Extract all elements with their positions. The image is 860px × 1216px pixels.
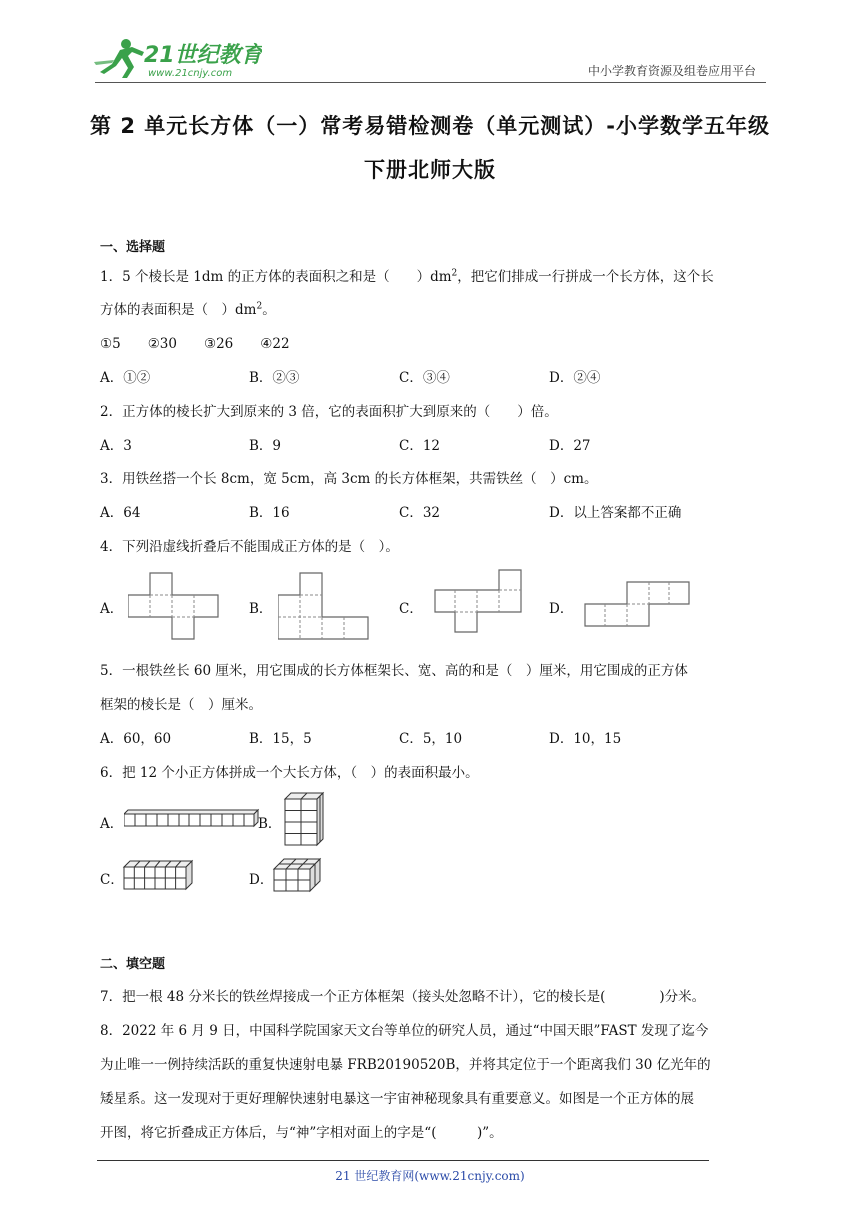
- q6-option-b: B．: [258, 816, 282, 832]
- q1-option-c: C．③④: [399, 370, 450, 386]
- logo-url: www.21cnjy.com: [148, 68, 233, 79]
- page-title-line1: 第 2 单元长方体（一）常考易错检测卷（单元测试）-小学数学五年级: [90, 114, 770, 138]
- q6-option-d: D．: [249, 872, 274, 888]
- q4-option-b: B．: [249, 601, 273, 617]
- q6-option-a: A．: [100, 816, 124, 832]
- cube-net-figure-d: [583, 580, 691, 628]
- question-8-line4: 开图，将它折叠成正方体后，与“神”字相对面上的字是“( )”。: [100, 1125, 503, 1141]
- q3-option-d: D．以上答案都不正确: [549, 505, 682, 521]
- q1-sup-a: 2: [451, 268, 458, 279]
- cube-net-figure-b: [278, 571, 370, 641]
- question-8-line3: 矮星系。这一发现对于更好理解快速射电暴这一宇宙神秘现象具有重要意义。如图是一个正方体的展: [100, 1091, 694, 1107]
- q6-option-c: C．: [100, 872, 124, 888]
- q1-text-d: 。: [262, 302, 276, 318]
- question-5-line2: 框架的棱长是（ ）厘米。: [100, 697, 262, 713]
- q1-text-b: ，把它们排成一行拼成一个长方体，这个长: [457, 269, 714, 285]
- question-2: 2．正方体的棱长扩大到原来的 3 倍，它的表面积扩大到原来的（ ）倍。: [100, 404, 558, 420]
- blocks-figure-c: [122, 859, 194, 891]
- q2-option-c: C．12: [399, 438, 441, 454]
- header-divider: [95, 82, 766, 83]
- footer-divider: [97, 1160, 709, 1161]
- section-heading-fill: 二、填空题: [100, 957, 166, 972]
- question-5-line1: 5．一根铁丝长 60 厘米，用它围成的长方体框架长、宽、高的和是（ ）厘米，用它围成的正方体: [100, 663, 688, 679]
- question-8-line2: 为止唯一一例持续活跃的重复快速射电暴 FRB20190520B，并将其定位于一个距离我们 30 亿光年的: [100, 1057, 711, 1073]
- q3-option-c: C．32: [399, 505, 441, 521]
- question-1-choices: ①5 ②30 ③26 ④22: [100, 336, 290, 352]
- question-8-line1: 8．2022 年 6 月 9 日，中国科学院国家天文台等单位的研究人员，通过“中国天眼”FAST 发现了迄今: [100, 1023, 709, 1039]
- q2-option-d: D．27: [549, 438, 591, 454]
- question-7: 7．把一根 48 分米长的铁丝焊接成一个正方体框架（接头处忽略不计），它的棱长是( )分米。: [100, 989, 706, 1005]
- page-title-line2: 下册北师大版: [364, 158, 496, 182]
- site-logo: [92, 34, 262, 80]
- q4-option-a: A．: [100, 601, 124, 617]
- q3-option-b: B．16: [249, 505, 290, 521]
- q4-option-d: D．: [549, 601, 574, 617]
- section-heading-choice: 一、选择题: [100, 240, 166, 255]
- blocks-figure-a: [124, 808, 260, 830]
- question-1-line1: [100, 265, 714, 285]
- q5-option-a: A．60，60: [100, 731, 172, 747]
- q1-option-b: B．②③: [249, 370, 300, 386]
- q4-option-c: C．: [399, 601, 423, 617]
- question-6: 6．把 12 个小正方体拼成一个大长方体，（ ）的表面积最小。: [100, 765, 479, 781]
- q5-option-d: D．10，15: [549, 731, 622, 747]
- question-3: 3．用铁丝搭一个长 8cm，宽 5cm，高 3cm 的长方体框架，共需铁丝（ ）cm。: [100, 471, 598, 487]
- q2-option-a: A．3: [100, 438, 132, 454]
- footer-site-link[interactable]: 21 世纪教育网(www.21cnjy.com): [335, 1169, 525, 1183]
- question-1-line2: [100, 298, 276, 318]
- header-platform-text: 中小学教育资源及组卷应用平台: [587, 64, 756, 78]
- q1-text-c: 方体的表面积是（ ）dm: [100, 302, 257, 318]
- q5-option-c: C．5，10: [399, 731, 463, 747]
- q1-option-a: A．①②: [100, 370, 151, 386]
- cube-net-figure-a: [128, 571, 220, 641]
- q3-option-a: A．64: [100, 505, 141, 521]
- q5-option-b: B．15，5: [249, 731, 312, 747]
- blocks-figure-d: [272, 857, 322, 893]
- blocks-figure-b: [281, 791, 325, 847]
- q2-option-b: B．9: [249, 438, 282, 454]
- q1-option-d: D．②④: [549, 370, 601, 386]
- question-4: 4．下列沿虚线折叠后不能围成正方体的是（ ）。: [100, 539, 399, 555]
- q1-sup-b: 2: [256, 301, 263, 312]
- q1-text-a: 1．5 个棱长是 1dm 的正方体的表面积之和是（ ）dm: [100, 269, 452, 285]
- logo-text: 21世纪教育: [144, 43, 262, 68]
- cube-net-figure-c: [433, 568, 525, 634]
